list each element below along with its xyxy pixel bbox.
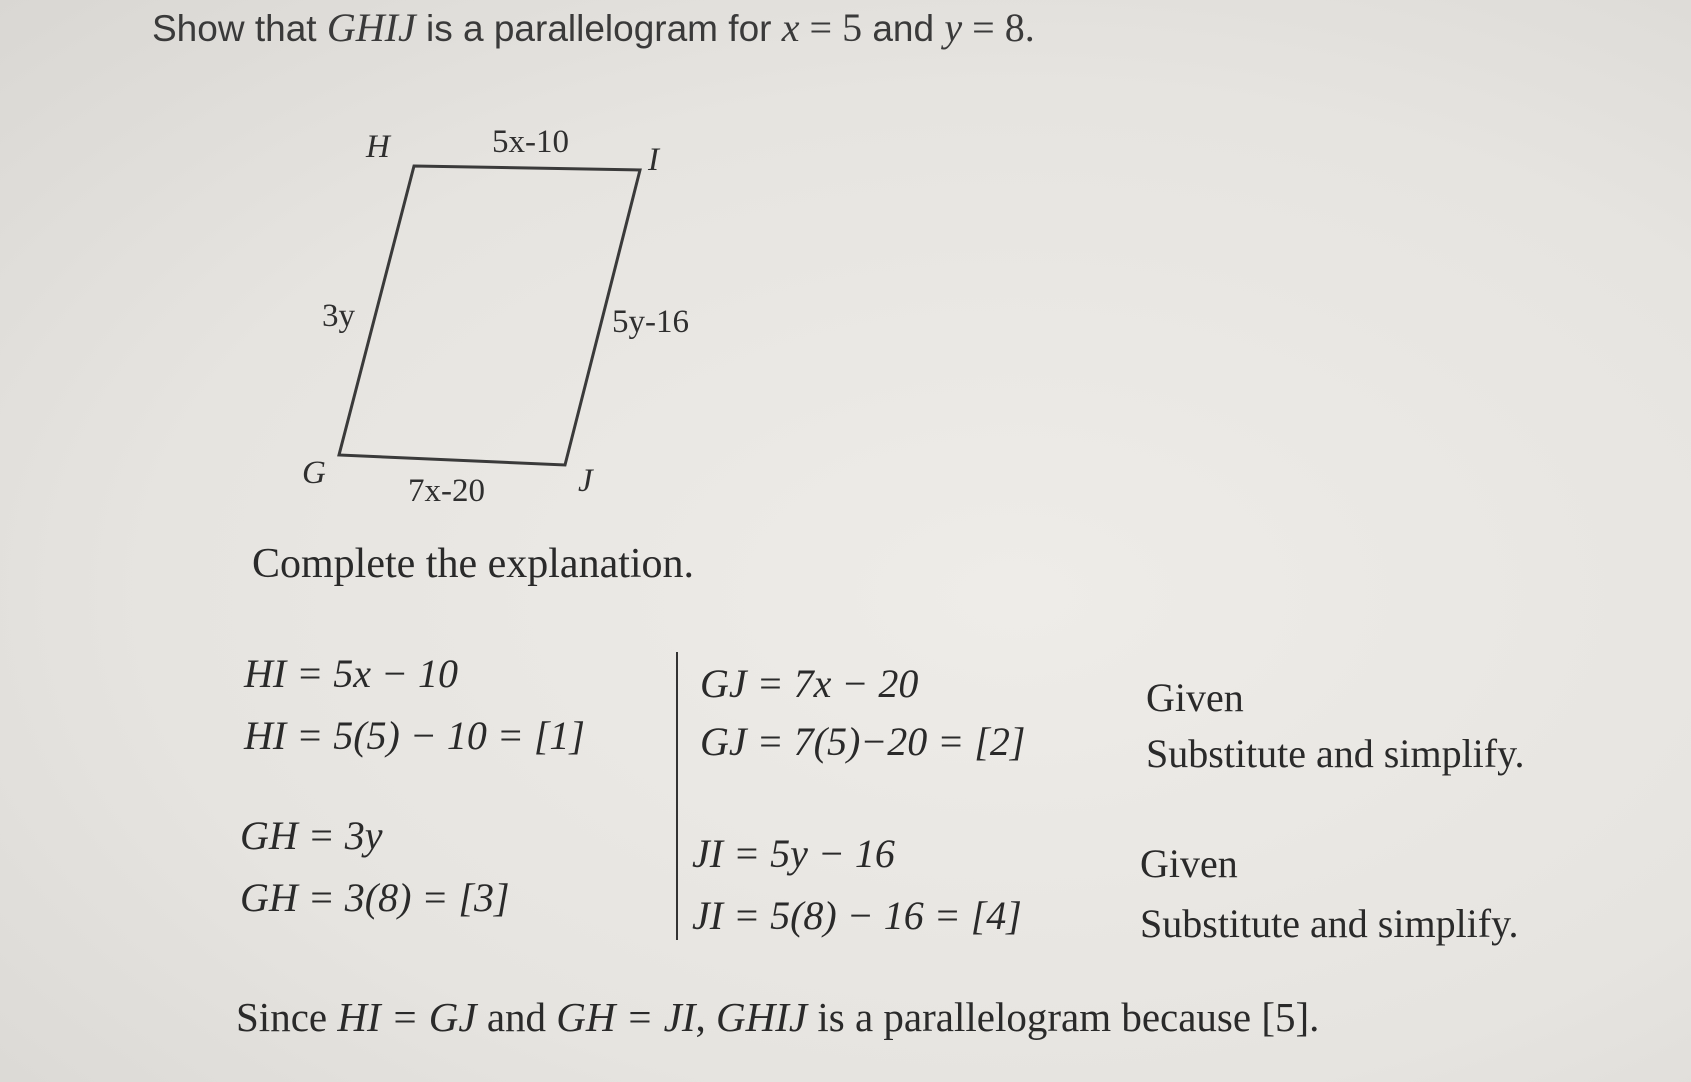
vertex-i-label: I [648, 142, 659, 178]
reason-given-1: Given [1146, 675, 1244, 720]
parallelogram-ghij [339, 166, 640, 465]
side-gh-label: 3y [322, 298, 355, 334]
prompt-text-c: and [862, 8, 945, 49]
conclusion-hi-gj: HI = GJ [337, 994, 477, 1040]
prompt-x-var: x [781, 5, 800, 50]
step-ji-given: JI = 5y − 16 [692, 831, 895, 876]
step-hi-substitute: HI = 5(5) − 10 = [1] [244, 713, 585, 758]
reason-substitute-2: Substitute and simplify. [1140, 901, 1519, 946]
prompt-y-eq: = 8. [962, 5, 1035, 50]
conclusion-sentence [236, 993, 1319, 1041]
conclusion-since: Since [236, 994, 338, 1040]
conclusion-comma: , [695, 994, 717, 1040]
instruction-heading: Complete the explanation. [252, 541, 695, 587]
side-ij-label: 5y-16 [612, 304, 689, 340]
prompt-shape-name: GHIJ [326, 5, 416, 50]
reason-given-2: Given [1140, 841, 1238, 886]
conclusion-shape: GHIJ [716, 994, 808, 1040]
step-gh-substitute: GH = 3(8) = [3] [240, 875, 510, 920]
prompt-text-b: is a parallelogram for [415, 8, 782, 49]
step-hi-given: HI = 5x − 10 [244, 651, 458, 696]
side-gj-label: 7x-20 [408, 473, 485, 509]
conclusion-and: and [476, 994, 557, 1040]
step-gh-given: GH = 3y [240, 813, 383, 858]
prompt-x-eq: = 5 [799, 5, 863, 50]
step-gj-given: GJ = 7x − 20 [700, 661, 919, 706]
step-gj-substitute: GJ = 7(5)−20 = [2] [700, 719, 1026, 764]
side-hi-label: 5x-10 [492, 124, 569, 160]
vertex-g-label: G [302, 455, 326, 491]
vertex-j-label: J [578, 463, 593, 499]
column-divider [676, 652, 678, 940]
reason-substitute-1: Substitute and simplify. [1146, 731, 1525, 776]
conclusion-tail: is a parallelogram because [5]. [807, 994, 1320, 1040]
step-ji-substitute: JI = 5(8) − 16 = [4] [692, 893, 1022, 938]
vertex-h-label: H [366, 129, 390, 165]
prompt-y-var: y [944, 5, 963, 50]
conclusion-gh-ji: GH = JI [556, 994, 696, 1040]
prompt-text-a: Show that [152, 8, 327, 49]
